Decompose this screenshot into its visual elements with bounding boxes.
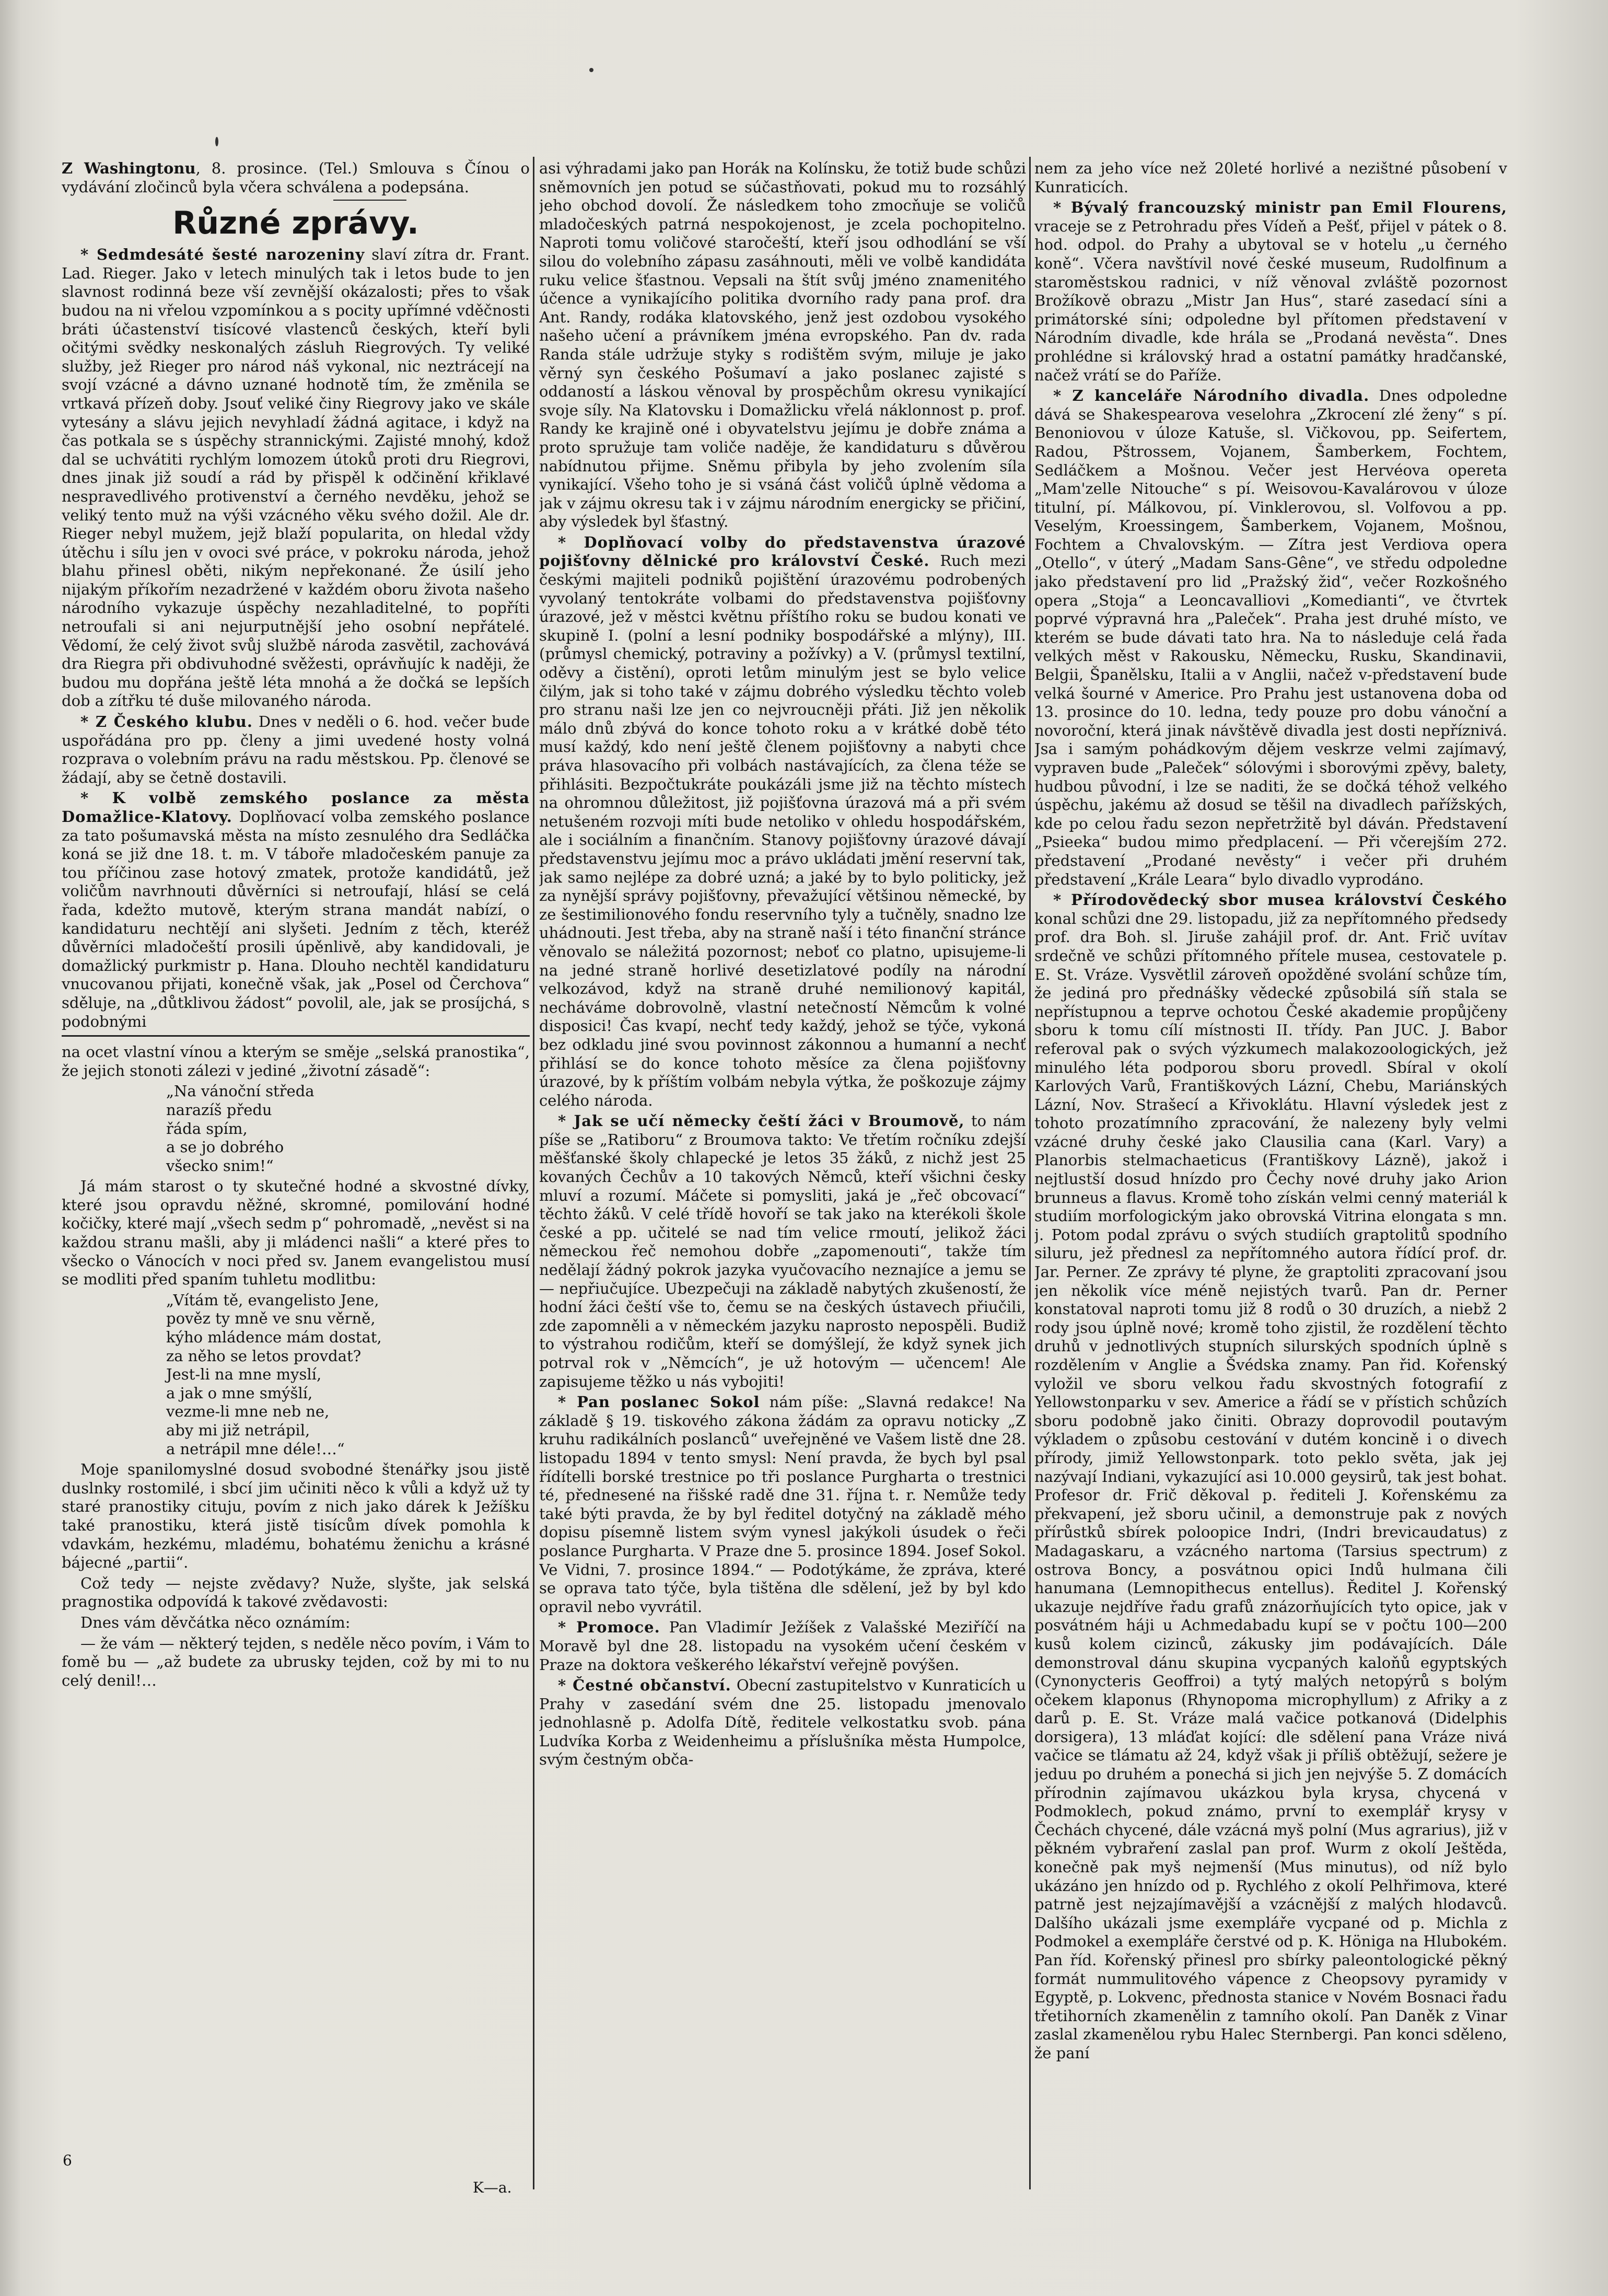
article-lead: * Promoce. xyxy=(558,1618,660,1637)
dateline-place: Z Washingtonu xyxy=(62,159,196,177)
poem-line: všecko snim!“ xyxy=(166,1156,274,1175)
feuilleton-text: Moje spanilomyslné dosud svobodné štenářky jsou jistě duslnky rostomilé, i sbcí jim učiniti něco k vůli a když už ty staré pranostiky cituju, povím z nich jako dárek k Ježíšku také pranostiku, která jistě tisícům dívek pomohla k vdavkám, hezkému, mladému, bohatému ženichu a krásné bájecné „partii“. xyxy=(62,1460,530,1572)
poem-line: za něho se letos provdat? xyxy=(166,1347,362,1365)
column-rule xyxy=(1029,157,1031,2189)
article-text: Dnes odpoledne dává se Shakespearova veselohra „Zkrocení zlé ženy“ s pí. Benoniovou v úloze Katuše, sl. Vičkovou, pp. Seifertem, Radou, Pštrossem, Vojanem, Šamberkem, Fochtem, Sedláčkem a Mošnou. Večer jest Hervéova opereta „Mam'zelle Nitouche“ s pí. Weisovou-Kavalárovou v úloze titulní, pí. Málkovou, pí. Vinklerovou, sl. Volfovou a pp. Veselým, Kroessingem, Šamberkem, Vojanem, Mošnou, Fochtem a Chvalovským. — Zítra jest Verdiova opera „Otello“, v úterý „Madam Sans-Gêne“, ve středu odpoledne jako představení pro lid „Pražský žid“, večer Rozkošného opera „Stoja“ a Leoncavalliovi „Komedianti“, ve čtvrtek poprvé výpravná hra „Paleček“. Praha jest druhé místo, ve kterém se bude dávati tato hra. Na to následuje celá řada velkých měst v Rakousku, Německu, Rusku, Skandinavii, Belgii, Španělsku, Italii a v Anglii, načež v-představení bude velká šourné v Americe. Pro Prahu jest ustanovena doba od 13. prosince do 10. ledna, tedy pouze pro dobu vánoční a novoroční, která jinak návštěvě divadla jest dosti nepříznivá. Jsa i samým pohádkovým dějem veskrze velmi zajímavý, vypraven bude „Paleček“ sólovými i sborovými zpěvy, balety, hudbou původní, i lze se naditi, že se dočká téhož velkého úspěchu, jakému až dosud se těšil na divadlech pařížských, kde po celou řadu sezon nepřetržitě byl dáván. Představení „Psieeka“ budou mimo předplacení. — Při včerejším 272. představení „Prodané nevěsty“ i večer při druhém představení „Krále Leara“ bylo divadlo vyprodáno. xyxy=(1034,387,1507,888)
article-lead: * K volbě zemského poslance za města Domažlice-Klatovy. xyxy=(62,789,530,826)
poem-line: řáda spím, xyxy=(166,1119,248,1138)
article-lead: * Čestné občanství. xyxy=(558,1676,731,1695)
feuilleton-text: Dnes vám děvčátka něco oznámím: xyxy=(80,1613,351,1631)
poem-line: kýho mládence mám dostat, xyxy=(166,1328,382,1347)
poem-line: a se jo dobrého xyxy=(166,1138,284,1156)
page-number: 6 xyxy=(63,2152,72,2169)
feuilleton-rule xyxy=(62,1035,530,1037)
column-2 xyxy=(539,159,1026,2244)
article-lead: * Pan poslanec Sokol xyxy=(558,1393,760,1411)
feuilleton-text: na ocet vlastní vínou a kterým se směje „selská pranostika“, že jejich stonoti zálezi v jediné „životní zásadě“: xyxy=(62,1043,530,1080)
poem-line: narazíš předu xyxy=(166,1100,272,1119)
article-text: to nám píše se „Ratiboru“ z Broumova takto: Ve třetím ročníku zdejší měšťanské školy chlapecké je letos 35 žáků, z nichž jest 25 kovaných Čechův a 10 takových Němců, kteří všichni česky mluví a rozumí. Máčete si pomysliti, jaká je „řeč obcovací“ těchto žáků. V celé třídě hovoří se tak jako na kterékoli škole české a pp. učitelé se nad tím velice rmoutí, jelikož žáci německou řeč nemohou dobře „zapomenouti“, takže tím nedělají žádný pokrok jazyka vyučovacího neznajíce a jemu se — nepřiučujíce. Ubezpečuji na základě nabytých zkušeností, že hodní žáci čeští vše to, čemu se na českých ústavech přiučili, zde zapomněli a v německém jazyku naprosto nepospěli. Budiž to výstrahou rodičům, kteří se domýšlejí, že když synek jich potrval rok v „Němcích“, je už hotovým — učencem! Ale zapisujeme těžko u nás vybojiti! xyxy=(539,1112,1026,1390)
feuilleton-text: Což tedy — nejste zvědavy? Nuže, slyšte, jak selská pragnostika odpovídá k takové zvědavosti: xyxy=(62,1574,530,1611)
article-narodni-divadlo xyxy=(1034,387,1507,889)
article-volba xyxy=(62,789,530,1031)
article-text: Pan Vladimír Ježíšek z Valašské Meziříčí na Moravě byl dne 28. listopadu na vysokém učení českém v Praze na doktora veškerého lékařství veřejně povýšen. xyxy=(539,1618,1026,1674)
article-lead: * Jak se učí německy čeští žáci v Broumově, xyxy=(558,1112,965,1130)
article-sokol xyxy=(539,1393,1026,1616)
article-rieger xyxy=(62,246,530,711)
article-text: slaví zítra dr. Frant. Lad. Rieger. Jako v letech minulých tak i letos bude to jen slavnost rodinná beze vší zevnější okázalosti; přes to však budou na ni vřelou vzpomínkou a s pocity upřímné vděčnosti bráti účastenství tisícové vlastenců českých, kteří byli očitými svědky neskonalých zásluh Riegrových. Ty veliké služby, jež Rieger pro národ náš vykonal, nic neztrácejí na svojí vzácné a dávno uznané hodnotě tím, že změnila se vrtkavá přízeň doby. Jsouť veliké činy Riegrovy jako ve skále vytesány a slávu jejich nevyhladí žádná agitace, i když na čas potkala se s úspěchy strannickými. Zajisté mnohý, kdož dal se uchvátiti rychlým lomozem útoků proti dru Riegrovi, dnes jinak již soudí a rád by přispěl k odčinění křiklavé nespravedlivého protivenství a černého nevděku, jehož se veliký tento muž na výši vzácného věku svého dožil. Ale dr. Rieger nebyl mužem, jejž blaží popularita, on hledal vždy útěchu i sílu jen v ovoci své práce, v pokroku národa, jehož blahu přinesl oběti, nikým nepřekonané. Že úsilí jeho nijakým příkořím nezadržené v každém oboru života našeho národního vykazuje úspěchy nezahladitelné, to popříti netroufali si ani nejurputnější jeho osobní nepřátelé. Vědomí, že celý život svůj službě národa zasvětil, zachovává dra Riegra při obdivuhodné svěžesti, oprávňujíc k naději, že budou mu dopřána ještě léta mnohá a že dočká se lepších dob a zítřku té duše milovaného národa. xyxy=(62,246,530,710)
article-lead: * Bývalý francouzský ministr pan Emil Flourens, xyxy=(1053,199,1507,217)
article-text: Dnes v neděli o 6. hod. večer bude uspořádána pro pp. členy a jimi uvedené hosty volná rozprava o volebním právu na radu městskou. Pp. členové se žádají, aby se četně dostavili. xyxy=(62,713,530,786)
author-signature: K—a. xyxy=(473,2179,512,2196)
article-text: Obecní zastupitelstvo v Kunraticích u Prahy v zasedání svém dne 25. listopadu jmenovalo jednohlasně p. Adolfa Dítě, ředitele velkostatku svob. pána Ludvíka Korba z Weidenheimu a příslušníka města Humpolce, svým čestným obča- xyxy=(539,1676,1026,1769)
article-promoce xyxy=(539,1618,1026,1674)
article-broumov xyxy=(539,1112,1026,1391)
article-obcanstvi xyxy=(539,1676,1026,1769)
article-lead: * Sedmdesáté šesté narozeniny xyxy=(80,246,365,264)
article-cesky-klub xyxy=(62,713,530,787)
column-rule xyxy=(533,157,534,2189)
poem-line: aby mi již netrápil, xyxy=(166,1421,310,1439)
poem-1 xyxy=(62,1082,530,1175)
poem-line: pověz ty mně ve snu věrně, xyxy=(166,1309,376,1328)
article-text: Ruch mezi českými majiteli podniků pojištění úrazovému podrobených vyvolaný tentokráte volbami do představenstva pojišťovny úrazové, jež v městci květnu příštího roku se budou konati ve skupině I. (polní a lesní podniky bospodářské a mlýny), III. (průmysl chemický, potraviny a požívky) a V. (průmysl textilní, oděvy a čistění), oproti letům minulým jest se bylo velice čilým, jak si toho také v zájmu dobrého výsledku těchto voleb pro stranu naši lze jen co nejvroucněji přáti. Již jen několik málo dnů zbývá do konce tohoto roku a v krátké době této musí každý, kdo není ještě členem pojišťovny a nabyti chce práva hlasovacího při volbách nastávajících, za člena téže se přihlásiti. Bezpočtukráte poukázáli jsme již na těchto místech na ohromnou důležitost, již pojišťovna úrazová má a při svém netušeném rozvoji míti bude netoliko v ohledu hospodářském, ale i sociálním a finančním. Stanovy pojišťovny úrazové dávají představenstvu jejímu moc a právo ukládati jmění reservní tak, jak samo nejlépe za dobré uzná; a jaké by to bylo politicky, jež za nynější správy pojišťovny, převažující většinou německé, by ze šestimilionového fondu reservního tyly a tučněly, snadno lze uhádnouti. Jest třeba, aby na straně naší i této finanční stránce věnovalo se náležitá pozornost; neboť co platno, upisujeme-li na jedné straně horlivé desetizlatové podíly na národní velkozávod, když na straně druhé nemilionový kapitál, necháváme dobrovolně, vlastní netečností Němcům k volné disposici! Čas kvapí, nechť tedy každý, jehož se týče, vykoná bez odkladu jiné svou povinnost zákonnou a humanní a nechť přihlásí se do konce tohoto měsíce za člena pojišťovny úrazové, by k příštím volbám nebyla výtka, že poškozuje zájmy celého národa. xyxy=(539,552,1026,1109)
poem-line: vezme-li mne neb ne, xyxy=(166,1402,330,1421)
poem-2 xyxy=(62,1291,530,1458)
article-continuation: nem za jeho více než 20leté horlivé a nezištné působení v Kunraticích. xyxy=(1034,159,1507,196)
column-3 xyxy=(1034,159,1507,2244)
article-lead: * Doplňovací volby do představenstva úrazové pojišťovny dělnické pro království České. xyxy=(539,533,1026,570)
feuilleton-text: — že vám — některý tejden, s neděle něco povím, i Vám to fomě bu — „až budete za ubrusky tejden, což by mi to nu celý denil!… xyxy=(62,1634,530,1689)
column-1 xyxy=(62,159,530,2244)
dateline-paragraph xyxy=(62,159,530,196)
article-continuation: asi výhradami jako pan Horák na Kolínsku, že totiž bude schůzi sněmovních jen potud se súčastňovati, pokud mu to rozsáhlý jeho obchod dovolí. Že následkem toho zmocňuje se voličů mladočeských patrná nespokojenost, je zcela pochopitelno. Naproti tomu voličové staročeští, kteří jsou odhodlání se vší silou do volebního zápasu zasáhnouti, měli ve volbě kandidáta ruku velice šťastnou. Vepsali na štít svůj jméno znamenitého účence a vynikajícího politika dvorního rady pana prof. dra Ant. Randy, rodáka klatovského, jenž jest ozdobou vysokého našeho učení a právníkem jména evropského. Pan dv. rada Randa stále udržuje styky s rodištěm svým, miluje je jako věrný syn českého Pošumaví a jako poslanec zajisté s oddaností a láskou věnoval by prospěchům okresu vynikající svoje síly. Na Klatovsku i Domažlicku vřelá náklonnost p. prof. Randy ke krajině oné i obyvatelstvu jejímu je dobře známa a proto spružuje tam voliče naděje, že kandidaturu s důvěrou nabídnutou přijme. Sněmu přibyla by jeho zvolením síla vynikající. Všeho toho je si vsáná část voličů úplně vědoma a jak v zájmu okresu tak i v zájmu národním energicky se přičiní, aby výsledek byl šťastný. xyxy=(539,159,1026,531)
poem-line: „Na vánoční středa xyxy=(166,1082,314,1100)
article-lead: * Přírodovědecký sbor musea království Českého xyxy=(1053,891,1507,909)
separator xyxy=(333,200,406,201)
article-text: konal schůzi dne 29. listopadu, již za nepřítomného předsedy prof. dra Boh. sl. Jiruše zahájil prof. dr. Ant. Frič uvítav srdečně ve schůzi přítomného přítele musea, cestovatele p. E. St. Vráze. Vysvětlil zároveň opožděné svolání schůze tím, že jediná pro přednášky vědecké způsobilá síň stala se nepřístupnou a teprve ochotou České akademie propůjčeny sboru k tomu cílí místnosti II. třídy. Pan JUC. J. Babor referoval pak o svých výzkumech malakozoologických, jež minulého léta podporou sboru provedl. Sbíral v okolí Karlových Varů, Františkových Lázní, Chebu, Mariánských Lázní, Nov. Strašecí a Křivoklátu. Hlavní výsledek jest z tohoto prozatímního zpracování, že nalezeny byly velmi vzácné druhy české jako Clausilia cana (Karl. Vary) a Planorbis stelmachaeticus (Františkovy Lázně), jakož i nejtlustší dosud hnízdo pro Čechy nové druhy jako Arion brunneus a flavus. Kromě toho získán velmi cenný materiál k studiím morfologickým jako obrovská Vitrina elongata s mn. j. Potom podal zprávu o svých studiích graptolitů spodního siluru, jež přednesl za nepřítomného autora řídící prof. dr. Jar. Perner. Ze zprávy té plyne, že graptoliti zpracovaní jsou jen několik více méně nejistých tvarů. Pan dr. Perner konstatoval naproti tomu již 8 rodů o 30 druzích, a niebž 2 rody jsou úplně nové; kromě toho zjistil, že rozdělení těchto druhů v jednotlivých stupních silurských spodních úplně s rozdělením v Anglie a Švédska znamy. Pan řid. Kořenský vyložil ve sboru velkou řadu skvostných fotografií z Yellowstonparku v sev. Americe a řádí se v přístich schůzích sboru podobně jako činiti. Obrazy doprovodil poutavým výkladem o způsobu cestování v dutém koncině i o divech přírody, jimiž Yellowstonpark. toto peklo světa, jak jej nazývají Indiani, vykazující asi 10.000 geysirů, tak jest bohat. Profesor dr. Frič děkoval p. řediteli J. Kořenskému za překvapení, jež sboru učinil, a demonstruje pak z nových přírůstků sbírek poloopice Indri, (Indri brevicaudatus) z Madagaskaru, a vzácného nartoma (Tarsius spectrum) z ostrova Boncy, a posvátnou opici Indů hulmana čili hanumana (Lemnopithecus entellus). Ředitel J. Kořenský ukazuje nejdříve řadu grafů znázorňujících tyto opice, jak v posvátném háji u Achmedabadu kupí se v počtu 100—200 kusů kolem cizinců, zákusky jim podávajících. Dále demonstroval dánu skupina vycpaných kaloňů egyptských (Cynonycteris Geoffroi) a tytý malých netopýrů s bolým očekem klaponus (Rhynopoma microphyllum) z Afriky a z darů p. E. St. Vráze malá vačice potkanová (Didelphis dorsigera), 13 mláďat kojící: dle sdělení pana Vráze nivá vačice se tlámatu až 24, když však ji příliš obtěžují, sežere je jeduu po druhém a ponechá si jich jen nejvýše 5. Z domácích přírodnin zajímavou ukázkou byla krysa, chycená v Podmoklech, pokud známo, první to exemplář krysy v Čechách chycené, dále vzácná myš polní (Mus agrarius), již v pěkném vybraření zaslal pan prof. Wurm z okolí Ještěda, konečně pak myš nejmenší (Mus minutus), od níž bylo ukázáno jen hnízdo od p. Rychlého z okolí Pelhřimova, které patrně jest nejzajímavější a vzácnější z malých hlodavců. Dalšího ukázali jsme exempláře vycpané od p. Michla z Podmokel a exempláře čerstvé od p. K. Höniga na Hlubokém. Pan říd. Kořenský přinesl pro sbírky paleontologické pěkný formát nummulitového vápence z Cheopsovy pyramidy v Egyptě, p. Lokvenc, přednosta stanice v Novém Bosnaci řadu třetihorních zkamenělin z tamního okolí. Pan Daněk z Vinar zaslal zkamenělou rybu Halec Sternbergi. Pan konci sděleno, že paní xyxy=(1034,909,1507,2062)
poem-line: a jak o mne smýšlí, xyxy=(166,1384,313,1402)
section-title: Různé zprávy. xyxy=(172,205,419,242)
article-prirodovedecky-sbor xyxy=(1034,891,1507,2062)
feuilleton-text: Já mám starost o ty skutečné hodné a skvostné dívky, které jsou opravdu něžné, skromné, pomilování hodné kočičky, které mají „všech sedm p“ pohromadě, „nevěst si na každou stranu mašli, aby ji mládenci našli“ a které přes to všecko o Vánocích v noci před sv. Janem evangelistou musí se modliti před spaním tuhletu modlitbu: xyxy=(62,1177,530,1289)
article-lead: * Z Českého klubu. xyxy=(80,713,253,731)
article-pojistovna xyxy=(539,534,1026,1110)
ink-speck xyxy=(589,68,593,72)
poem-line: „Vítám tě, evangelisto Jene, xyxy=(166,1291,379,1309)
article-text: Doplňovací volba zemského poslance za tato pošumavská města na místo zesnulého dra Sedláčka koná se již dne 18. t. m. V táboře mladočeském panuje za tou příčinou zase hotový zmatek, protože kandidátů, jež voličům navrhnouti důvěrníci si netroufají, hlásí se celá řada, kdežto mutově, kterým strana mandát nabízí, o kandidaturu nechtějí ani slyšeti. Jedním z těch, kteréž důvěrníci mladočeští prosili úpěnlivě, aby kandidovali, je domažlický purkmistr p. Hana. Dlouho nechtěl kandidaturu vnucovanou přijati, konečně však, jak „Posel od Čerchova“ sděluje, na „důtklivou žádost“ povolil, ale, jak se prosíjchá, s podobnými xyxy=(62,808,530,1030)
article-flourens xyxy=(1034,199,1507,385)
ink-speck xyxy=(215,137,218,146)
poem-line: a netrápil mne déle!…“ xyxy=(166,1440,345,1458)
dateline-text: , 8. prosince. (Tel.) Smlouva s Čínou o vydávání zločinců byla včera schválena a podepsána. xyxy=(62,159,530,196)
article-text: vraceje se z Petrohradu přes Vídeň a Pešť, přijel v pátek o 8. hod. odpol. do Prahy a ubytoval se v hotelu „u černého koně“. Včera navštívil nové české museum, Rudolfinum a staroměstskou radnici, v níž věnoval zvláště pozornost Brožíkově obrazu „Mistr Jan Hus“, staré zasedací síni a primátorské síni; odpoledne byl přítomen představení v Národním divadle, kde hrála se „Prodaná nevěsta“. Dnes prohlédne si královský hrad a ostatní památky hradčanské, načež vrátí se do Paříže. xyxy=(1034,217,1507,384)
article-text: nám píše: „Slavná redakce! Na základě § 19. tiskového zákona žádám za opravu noticky „Z kruhu radikálních poslanců“ uveřejněné ve Vašem listě dne 28. listopadu 1894 v tento smysl: Není pravda, že bych byl psal řídítelli borské trestnice po tři poslance Purgharta o trestnici té, přednesené na řišské radě dne 31. října t. r. Nemůže tedy také býti pravda, že by byl ředitel dotyčný na základě mého dopisu písemně listem svým vynesl jakýkoli úsudek o řeči poslance Purgharta. V Praze dne 5. prosince 1894. Josef Sokol. Ve Vidni, 7. prosince 1894.“ — Podotýkáme, že zpráva, které se oprava tato týče, byla tištěna dle sdělení, jež by byl kdo opravil nebo vyvrátil. xyxy=(539,1393,1026,1616)
poem-line: Jest-li na mne myslí, xyxy=(166,1365,322,1384)
article-lead: * Z kanceláře Národního divadla. xyxy=(1053,387,1370,405)
